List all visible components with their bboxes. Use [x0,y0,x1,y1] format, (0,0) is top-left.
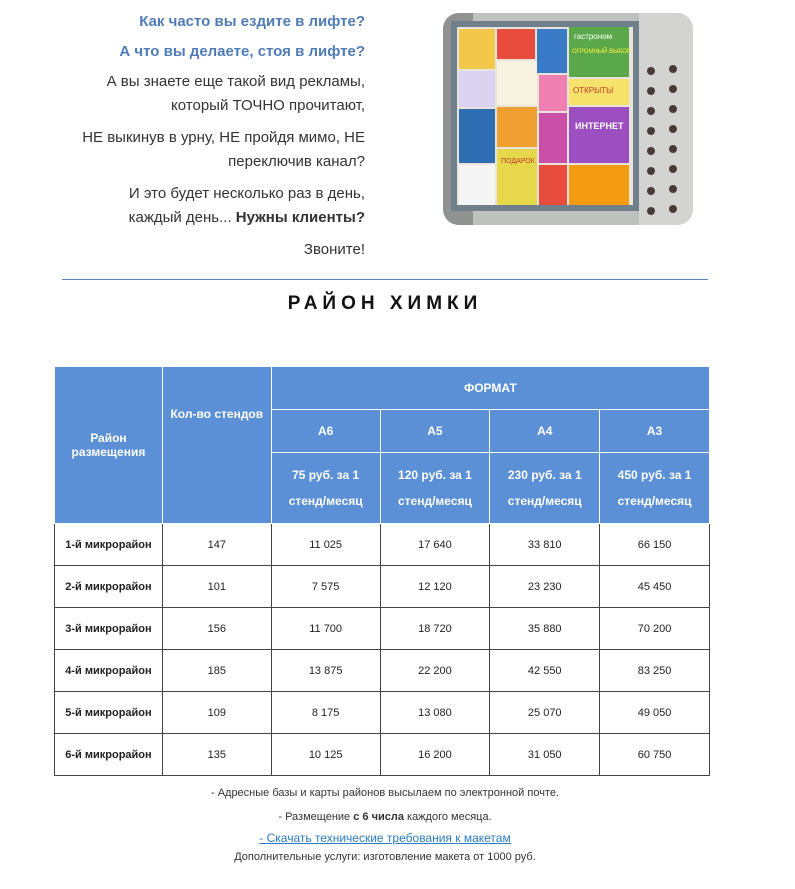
call-text: Звоните! [303,241,365,258]
header-format-a5: А5 [380,410,490,453]
count-cell: 156 [162,608,271,650]
need-clients-text: Нужны клиенты? [235,209,365,226]
note-placement [0,811,770,831]
poster-text: ПОДАРОК [501,158,535,165]
price-cell: 25 070 [490,692,600,734]
price-cell: 17 640 [380,524,490,566]
price-cell: 13 080 [380,692,490,734]
area-cell: 6-й микрорайон [55,734,163,776]
price-line: стенд/месяц [617,494,692,508]
price-line: стенд/месяц [507,494,582,508]
intro-paragraph-3 [40,182,365,230]
elevator-ad-photo [443,13,693,225]
intro-line: И это будет несколько раз в день, [128,185,365,202]
price-cell: 23 230 [490,566,600,608]
notes [0,787,770,863]
table-row [55,524,710,566]
table-row [55,650,710,692]
price-line: 230 руб. за 1 [507,468,582,482]
note-bold: с 6 числа [353,811,404,823]
price-cell: 11 025 [271,524,380,566]
area-cell: 3-й микрорайон [55,608,163,650]
note-text: каждого месяца. [403,811,492,823]
header-format: ФОРМАТ [271,367,709,410]
header-format-a3: А3 [600,410,710,453]
note-extra-services: Дополнительные услуги: изготовление макета от 1000 руб. [234,851,536,863]
price-cell: 70 200 [600,608,710,650]
download-requirements-link[interactable]: - Скачать технические требования к макетам [259,831,511,845]
price-cell: 35 880 [490,608,600,650]
area-cell: 1-й микрорайон [55,524,163,566]
price-cell: 42 550 [490,650,600,692]
poster-text: ОГРОМНЫЙ ВЫБОР [572,49,631,55]
intro-line: переключив канал? [228,153,365,170]
header-format-a4: А4 [490,410,600,453]
area-cell: 2-й микрорайон [55,566,163,608]
intro-paragraph-1 [40,70,365,118]
count-cell: 109 [162,692,271,734]
price-cell: 16 200 [380,734,490,776]
table-row [55,608,710,650]
price-cell: 22 200 [380,650,490,692]
price-cell: 33 810 [490,524,600,566]
price-cell: 83 250 [600,650,710,692]
area-cell: 4-й микрорайон [55,650,163,692]
header-price-a4 [490,453,600,524]
poster-text: ОТКРЫТЫ [573,86,614,95]
price-cell: 8 175 [271,692,380,734]
price-cell: 12 120 [380,566,490,608]
intro-line: который ТОЧНО прочитают, [171,97,365,114]
price-cell: 45 450 [600,566,710,608]
intro-paragraph-2 [40,126,365,174]
header-price-a6 [271,453,380,524]
poster-text: ИНТЕРНЕТ [575,121,624,131]
price-cell: 31 050 [490,734,600,776]
table-row [55,692,710,734]
poster-text: гастроном [574,32,613,41]
note-text: - Размещение [278,811,354,823]
elevator-board-illustration [443,13,693,225]
question-2: А что вы делаете, стоя в лифте? [119,43,365,60]
intro-line: А вы знаете еще такой вид рекламы, [106,73,365,90]
header-price-a5 [380,453,490,524]
price-cell: 10 125 [271,734,380,776]
price-cell: 13 875 [271,650,380,692]
district-title: РАЙОН ХИМКИ [287,293,483,314]
header-format-a6: А6 [271,410,380,453]
count-cell: 135 [162,734,271,776]
price-cell: 49 050 [600,692,710,734]
price-line: 450 руб. за 1 [617,468,692,482]
price-table [54,366,710,776]
intro-line: каждый день... [128,209,236,226]
price-cell: 7 575 [271,566,380,608]
price-cell: 66 150 [600,524,710,566]
price-line: стенд/месяц [288,494,363,508]
table-row [55,566,710,608]
area-cell: 5-й микрорайон [55,692,163,734]
intro-text [40,10,365,270]
price-cell: 60 750 [600,734,710,776]
table-row [55,734,710,776]
count-cell: 185 [162,650,271,692]
header-count: Кол-во стендов [162,367,271,524]
price-cell: 18 720 [380,608,490,650]
header-area: Район размещения [55,367,163,524]
section-divider [62,279,708,280]
price-cell: 11 700 [271,608,380,650]
count-cell: 147 [162,524,271,566]
question-1: Как часто вы ездите в лифте? [139,13,365,30]
price-line: стенд/месяц [398,494,472,508]
price-line: 120 руб. за 1 [398,468,472,482]
price-line: 75 руб. за 1 [292,468,360,482]
header-price-a3 [600,453,710,524]
intro-line: НЕ выкинув в урну, НЕ пройдя мимо, НЕ [82,129,365,146]
count-cell: 101 [162,566,271,608]
note-email: - Адресные базы и карты районов высылаем по электронной почте. [210,787,560,799]
